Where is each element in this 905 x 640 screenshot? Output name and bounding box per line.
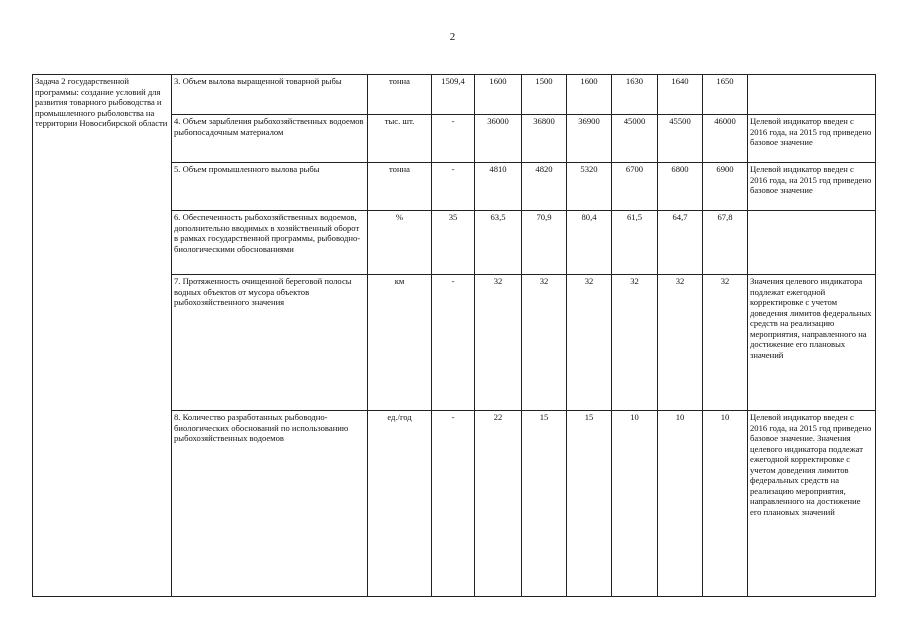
value-cell: 32 — [567, 275, 612, 411]
indicator-name: 8. Количество разработанных рыбоводно-биологических обоснований по использованию рыбохозяйственных водоемов — [172, 411, 368, 597]
note-cell: Целевой индикатор введен с 2016 года, на 2015 год приведено базовое значение. Значения целевого индикатора подлежат ежегодной корректировке с учетом доведения лимитов федеральных средств на реализацию мероприятия, направленного на достижение его плановых значений — [748, 411, 876, 597]
unit-cell: тонна — [368, 163, 432, 211]
value-cell: 6700 — [612, 163, 658, 211]
unit-cell: ед./год — [368, 411, 432, 597]
note-cell: Целевой индикатор введен с 2016 года, на 2015 год приведено базовое значение — [748, 163, 876, 211]
value-cell: 45000 — [612, 115, 658, 163]
value-cell: 22 — [475, 411, 522, 597]
value-cell: 1600 — [567, 75, 612, 115]
value-cell: 6900 — [703, 163, 748, 211]
page-number: 2 — [449, 31, 456, 43]
value-cell: 1500 — [522, 75, 567, 115]
value-cell: 32 — [612, 275, 658, 411]
value-cell: 4820 — [522, 163, 567, 211]
value-cell: 1640 — [658, 75, 703, 115]
indicator-name: 7. Протяженность очищенной береговой полосы водных объектов от мусора объектов рыбохозяйственного значения — [172, 275, 368, 411]
table-body — [33, 75, 876, 597]
indicator-name: 6. Обеспеченность рыбохозяйственных водоемов, дополнительно вводимых в хозяйственный оборот в рамках государственной программы, рыбоводно-биологическими обоснованиями — [172, 211, 368, 275]
value-cell: 45500 — [658, 115, 703, 163]
value-cell: 1509,4 — [432, 75, 475, 115]
value-cell: - — [432, 275, 475, 411]
value-cell: 10 — [612, 411, 658, 597]
value-cell: 61,5 — [612, 211, 658, 275]
value-cell: 36000 — [475, 115, 522, 163]
note-cell: Значения целевого индикатора подлежат ежегодной корректировке с учетом доведения лимитов федеральных средств на реализацию мероприятия, направленного на достижение его плановых значений — [748, 275, 876, 411]
value-cell: 1630 — [612, 75, 658, 115]
unit-cell: км — [368, 275, 432, 411]
indicator-name: 4. Объем зарыбления рыбохозяйственных водоемов рыбопосадочным материалом — [172, 115, 368, 163]
value-cell: 10 — [658, 411, 703, 597]
task-description: Задача 2 государственной программы: создание условий для развития товарного рыбоводства и промышленного рыболовства на территории Новосибирской области — [33, 75, 172, 597]
value-cell: 1600 — [475, 75, 522, 115]
value-cell: 67,8 — [703, 211, 748, 275]
value-cell: 64,7 — [658, 211, 703, 275]
table-row — [33, 75, 876, 115]
indicator-name: 5. Объем промышленного вылова рыбы — [172, 163, 368, 211]
value-cell: - — [432, 115, 475, 163]
indicator-name: 3. Объем вылова выращенной товарной рыбы — [172, 75, 368, 115]
note-cell — [748, 211, 876, 275]
value-cell: 36800 — [522, 115, 567, 163]
value-cell: 70,9 — [522, 211, 567, 275]
value-cell: 15 — [522, 411, 567, 597]
indicators-table — [32, 74, 876, 597]
value-cell: 15 — [567, 411, 612, 597]
unit-cell: тонна — [368, 75, 432, 115]
unit-cell: тыс. шт. — [368, 115, 432, 163]
value-cell: 32 — [475, 275, 522, 411]
value-cell: 32 — [703, 275, 748, 411]
value-cell: 10 — [703, 411, 748, 597]
value-cell: 46000 — [703, 115, 748, 163]
value-cell: 6800 — [658, 163, 703, 211]
value-cell: - — [432, 163, 475, 211]
unit-cell: % — [368, 211, 432, 275]
note-cell — [748, 75, 876, 115]
value-cell: 63,5 — [475, 211, 522, 275]
value-cell: - — [432, 411, 475, 597]
value-cell: 32 — [522, 275, 567, 411]
note-cell: Целевой индикатор введен с 2016 года, на 2015 год приведено базовое значение — [748, 115, 876, 163]
value-cell: 35 — [432, 211, 475, 275]
value-cell: 5320 — [567, 163, 612, 211]
value-cell: 1650 — [703, 75, 748, 115]
value-cell: 4810 — [475, 163, 522, 211]
value-cell: 80,4 — [567, 211, 612, 275]
value-cell: 32 — [658, 275, 703, 411]
value-cell: 36900 — [567, 115, 612, 163]
